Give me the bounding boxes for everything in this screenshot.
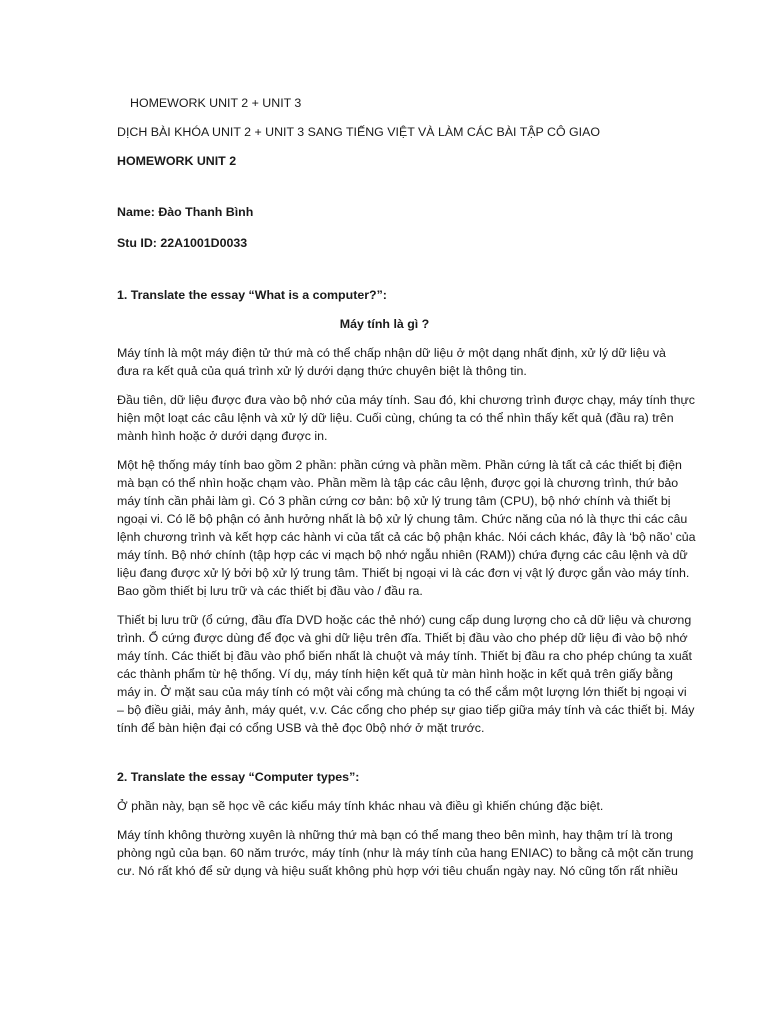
name-line: Name: Đào Thanh Bình [117, 205, 254, 219]
paragraph-line: mành hình hoặc ở dưới dạng được in. [117, 429, 328, 443]
essay2-paragraph-1 [117, 797, 652, 815]
document-body [117, 94, 696, 880]
paragraph-line: máy tính cần phải làm gì. Có 3 phần cứng cơ bản: bộ xử lý trung tâm (CPU), bộ nhớ chính và thiết bị [117, 494, 671, 508]
essay2-paragraph-2 [117, 826, 694, 880]
paragraph-line: Đầu tiên, dữ liệu được đưa vào bộ nhớ của máy tính. Sau đó, khi chương trình được chạy, máy tính thực [117, 393, 695, 407]
essay1-title: Máy tính là gì ? [339, 317, 430, 331]
essay1-paragraph-2 [117, 391, 695, 445]
paragraph-line: ngoại vi. Có lẽ bộ phận có ảnh hưởng nhất là bộ xử lý chung tâm. Chức năng của nó là thực thi các câu [117, 512, 688, 526]
paragraph-line: Một hệ thống máy tính bao gồm 2 phần: phần cứng và phần mềm. Phần cứng là tất cả các thiết bị điện [117, 458, 682, 472]
paragraph-line: mà bạn có thể nhìn hoặc chạm vào. Phần mềm là tập các câu lệnh, được gọi là chương trình, thứ bảo [117, 476, 679, 490]
paragraph-line: máy in. Ở mặt sau của máy tính có một vài cổng mà chúng ta có thể cắm một lượng lớn thiết bị ngoại vi [117, 685, 687, 699]
task1-title: 1. Translate the essay “What is a computer?”: [117, 288, 387, 302]
paragraph-line: máy tính. Các thiết bị đầu vào phổ biến nhất là chuột và máy tính. Thiết bị đầu ra cho phép chúng ta xuất [117, 649, 692, 663]
essay1-paragraph-1 [117, 344, 666, 380]
heading-line: HOMEWORK UNIT 2 + UNIT 3 [130, 96, 302, 110]
paragraph-line: phòng ngủ của bạn. 60 năm trước, máy tính (như là máy tính của hang ENIAC) to bằng cả một căn trung [117, 846, 694, 860]
instruction-line: DỊCH BÀI KHÓA UNIT 2 + UNIT 3 SANG TIẾNG VIỆT VÀ LÀM CÁC BÀI TẬP CÔ GIAO [117, 125, 601, 139]
paragraph-line: hiện một loạt các câu lệnh và xử lý dữ liệu. Cuối cùng, chúng ta có thể nhìn thấy kết quả (đầu ra) trên [117, 411, 674, 425]
paragraph-line: Ở phần này, bạn sẽ học về các kiểu máy tính khác nhau và điều gì khiến chúng đặc biệt. [117, 799, 604, 813]
paragraph-line: liệu đang được xử lý bởi bộ xử lý trung tâm. Thiết bị ngoại vi là các đơn vị vật lý được gắn vào máy tính. [117, 566, 690, 580]
paragraph-line: lệnh chương trình và kết hợp các hành vi của tất cả các bộ phận khác. Nói cách khác, đây là ‘bộ não’ của [117, 530, 696, 544]
paragraph-line: Máy tính là một máy điện tử thứ mà có thể chấp nhận dữ liệu ở một dạng nhất định, xử lý dữ liệu và [117, 346, 666, 360]
essay1-paragraph-4 [117, 611, 695, 737]
paragraph-line: Thiết bị lưu trữ (ổ cứng, đầu đĩa DVD hoặc các thẻ nhớ) cung cấp dung lượng cho cả dữ liệu và chương [117, 613, 692, 627]
paragraph-line: Bao gồm thiết bị lưu trữ và các thiết bị đầu vào / đầu ra. [117, 584, 423, 598]
paragraph-line: tính để bàn hiện đại có cổng USB và thẻ đọc 0bộ nhớ ở mặt trước. [117, 721, 485, 735]
paragraph-line: trình. Ổ cứng được dùng để đọc và ghi dữ liệu trên đĩa. Thiết bị đầu vào cho phép dữ liệu đi vào bộ nhớ [117, 631, 688, 645]
paragraph-line: Máy tính không thường xuyên là những thứ mà bạn có thể mang theo bên mình, hay thậm trí là trong [117, 828, 673, 842]
paragraph-line: cư. Nó rất khó để sử dụng và hiệu suất không phù hợp với tiêu chuẩn ngày nay. Nó cũng tốn rất nhiều [117, 864, 678, 878]
section-title: HOMEWORK UNIT 2 [117, 154, 237, 168]
stu-id-line: Stu ID: 22A1001D0033 [117, 236, 248, 250]
paragraph-line: đưa ra kết quả của quá trình xử lý dưới dạng thức chuyên biệt là thông tin. [117, 364, 527, 378]
essay1-paragraph-3 [117, 456, 696, 600]
paragraph-line: các thành phẩm từ hệ thống. Ví dụ, máy tính hiện kết quả từ màn hình hoặc in kết quả trên giấy bằng [117, 667, 673, 681]
paragraph-line: – bộ điều giải, máy ảnh, máy quét, v.v. Các cổng cho phép sự giao tiếp giữa máy tính và các thiết bị. Máy [117, 703, 695, 717]
task2-title: 2. Translate the essay “Computer types”: [117, 770, 360, 784]
paragraph-line: máy tính. Bộ nhớ chính (tập hợp các vi mạch bộ nhớ ngẫu nhiên (RAM)) chứa đựng các câu lệnh và dữ [117, 548, 688, 562]
